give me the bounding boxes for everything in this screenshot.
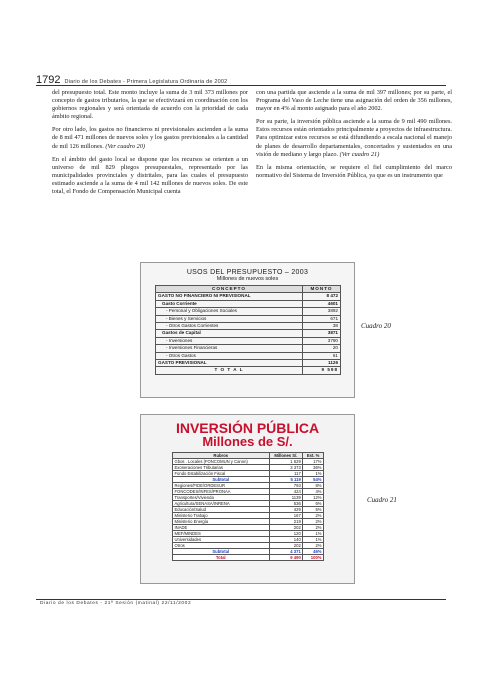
- row-value: 3892: [303, 308, 341, 315]
- row-value: 8 472: [303, 293, 341, 300]
- budget-uses-table: [155, 285, 341, 375]
- cell-value: 424: [269, 489, 303, 495]
- cell-label: Ministerio Trabajo: [173, 513, 270, 519]
- cell-value: 167: [269, 513, 303, 519]
- column-header: Millones S/.: [269, 453, 303, 459]
- cell-pct: 2%: [303, 543, 324, 549]
- cell-label: Regiones/FIDE/ORDESUR: [173, 483, 270, 489]
- cell-label: Ministerio Energía: [173, 519, 270, 525]
- paragraph: Por su parte, la inversión pública asciende a la suma de 9 mil 490 millones. Estos recursos están orientados principalmente a proyectos de infraestructura. Para optimizar estos recursos se está difundiendo a escala nacional el manejo de planes de desarrollo departamentales, concertados y sustentados en una visión de mediano y largo plazo. (Ver cuadro 21): [256, 118, 452, 158]
- row-label: - Bienes y Servicios: [156, 315, 303, 322]
- figure-subtitle: Millones de nuevos soles: [216, 276, 279, 282]
- row-value: 38: [303, 323, 341, 330]
- cell-label: Subtotal: [173, 477, 270, 483]
- row-value: 671: [303, 315, 341, 322]
- table-row: [156, 300, 341, 307]
- cell-label: Fondo Estabilización Fiscal: [173, 471, 270, 477]
- cell-value: 536: [269, 501, 303, 507]
- table-row: [156, 352, 341, 359]
- footer-rule: [36, 599, 446, 600]
- cell-pct: 1%: [303, 531, 324, 537]
- cell-value: 202: [269, 543, 303, 549]
- cell-pct: 2%: [303, 525, 324, 531]
- cell-value: 429: [269, 507, 303, 513]
- row-label: - Inversiones: [156, 337, 303, 344]
- cell-value: 4 371: [269, 549, 303, 555]
- cell-value: 202: [269, 525, 303, 531]
- cell-label: Otros: [173, 543, 270, 549]
- table-row: [173, 555, 324, 561]
- row-label: - Otros Gastos: [156, 352, 303, 359]
- row-label: - Inversiones Financieras: [156, 345, 303, 352]
- column-header: MONTO: [303, 286, 341, 293]
- cell-value: 1139: [269, 495, 303, 501]
- cell-value: 3 373: [269, 465, 303, 471]
- cell-label: Educación/Salud: [173, 507, 270, 513]
- row-value: 4601: [303, 300, 341, 307]
- total-row: [156, 367, 341, 374]
- paragraph: En la misma orientación, se requiere el fiel cumplimiento del marco normativo del Sistema de Inversión Pública, ya que es un instrumento que: [256, 163, 452, 179]
- row-value: 3790: [303, 337, 341, 344]
- journal-title: Diario de los Debates - Primera Legislatura Ordinaria de 2002: [64, 79, 228, 85]
- paragraph: Por otro lado, los gastos no financieros ni previsionales ascienden a la suma de 8 mil 471 millones de nuevos soles y los gastos previsionales a la cantidad de mil 126 millones. (Ver cuadro 20): [52, 126, 248, 150]
- cell-label: FONCODES/INFES/PRONAA: [173, 489, 270, 495]
- cell-value: 140: [269, 537, 303, 543]
- cell-pct: 100%: [303, 555, 324, 561]
- table-row: [156, 330, 341, 337]
- table-row: [156, 337, 341, 344]
- cell-value: 120: [269, 531, 303, 537]
- cell-pct: 12%: [303, 495, 324, 501]
- cell-pct: 2%: [303, 513, 324, 519]
- figure-subtitle: Millones de S/.: [202, 434, 293, 449]
- right-column: [256, 89, 452, 185]
- cell-pct: 5%: [303, 507, 324, 513]
- total-value: 9 598: [303, 367, 341, 374]
- figure-title: USOS DEL PRESUPUESTO – 2003: [186, 269, 309, 276]
- row-label: Gasto Corriente: [156, 300, 303, 307]
- paragraph: del presupuesto total. Este monto incluye la suma de 3 mil 373 millones por concepto de gastos tributarios, la que se efectivizará en coordinación con los gobiernos regionales y será orientada de acuerdo con la prioridad de cada ámbito regional.: [52, 89, 248, 121]
- figure-caption: Cuadro 20: [361, 322, 391, 330]
- cell-label: Universidades: [173, 537, 270, 543]
- cell-value: 9 490: [269, 555, 303, 561]
- column-header: Rubros: [173, 453, 270, 459]
- cell-value: 793: [269, 483, 303, 489]
- public-investment-figure: [140, 414, 355, 584]
- cell-pct: 46%: [303, 549, 324, 555]
- figure-title: INVERSIÓN PÚBLICA: [175, 420, 320, 436]
- cell-pct: 2%: [303, 519, 324, 525]
- column-header: CONCEPTO: [156, 286, 303, 293]
- cell-pct: 6%: [303, 501, 324, 507]
- cell-pct: 8%: [303, 483, 324, 489]
- table-row: [156, 293, 341, 300]
- cell-value: 219: [269, 519, 303, 525]
- cell-value: 117: [269, 471, 303, 477]
- cell-value: 5 119: [269, 477, 303, 483]
- figure-reference: (Ver cuadro 21): [339, 150, 380, 158]
- cell-pct: 17%: [303, 459, 324, 465]
- cell-label: Gbos . Locales (FONCOMUN y Canon): [173, 459, 270, 465]
- column-header: Est. %: [303, 453, 324, 459]
- left-column: [52, 89, 248, 201]
- cell-pct: 4%: [303, 489, 324, 495]
- row-value: 61: [303, 352, 341, 359]
- cell-label: INADE: [173, 525, 270, 531]
- cell-pct: 36%: [303, 465, 324, 471]
- row-value: 1126: [303, 360, 341, 367]
- cell-label: Exoneraciones Tributarias: [173, 465, 270, 471]
- cell-value: 1 629: [269, 459, 303, 465]
- row-label: GASTO PREVISIONAL: [156, 360, 303, 367]
- figure-reference: (Ver cuadro 20): [105, 142, 145, 150]
- table-row: [156, 308, 341, 315]
- row-label: GASTO NO FINANCIERO NI PREVISIONAL: [156, 293, 303, 300]
- row-value: 3871: [303, 330, 341, 337]
- page-number: 1792: [36, 74, 61, 86]
- table-row: [156, 345, 341, 352]
- public-investment-table: [172, 452, 324, 561]
- row-label: Gastos de Capital: [156, 330, 303, 337]
- page-footer: Diario de los Debates - 21ª Sesión (matinal) 22/11/2002: [40, 601, 192, 606]
- cell-pct: 54%: [303, 477, 324, 483]
- cell-pct: 1%: [303, 471, 324, 477]
- table-row: [156, 315, 341, 322]
- cell-label: Subtotal: [173, 549, 270, 555]
- cell-label: Agricultura/SENASA/INRENA: [173, 501, 270, 507]
- paragraph: En el ámbito del gasto local se dispone que los recursos se orienten a un universo de mil 829 pliegos presupuestales, representado por las municipalidades provinciales y distritales, para las cuales el presupuesto estimado asciende a la suma de 4 mil 142 millones de nuevos soles. De este total, el Fondo de Compensación Municipal cuenta: [52, 155, 248, 196]
- table-row: [156, 360, 341, 367]
- row-label: - Otros Gastos Corrientes: [156, 323, 303, 330]
- cell-pct: 1%: [303, 537, 324, 543]
- row-label: - Personal y Obligaciones Sociales: [156, 308, 303, 315]
- header-rule: [36, 85, 446, 86]
- cell-label: Transportes/Vivienda: [173, 495, 270, 501]
- cell-label: Total: [173, 555, 270, 561]
- cell-label: MEF/MINDES: [173, 531, 270, 537]
- paragraph: con una partida que asciende a la suma de mil 397 millones; por su parte, el Programa del Vaso de Leche tiene una asignación del orden de 356 millones, mayor en 4% al monto asignado para el año 2002.: [256, 89, 452, 113]
- total-label: T O T A L: [156, 367, 303, 374]
- budget-uses-figure: [140, 262, 355, 398]
- row-value: 20: [303, 345, 341, 352]
- figure-caption: Cuadro 21: [367, 496, 397, 504]
- table-row: [156, 323, 341, 330]
